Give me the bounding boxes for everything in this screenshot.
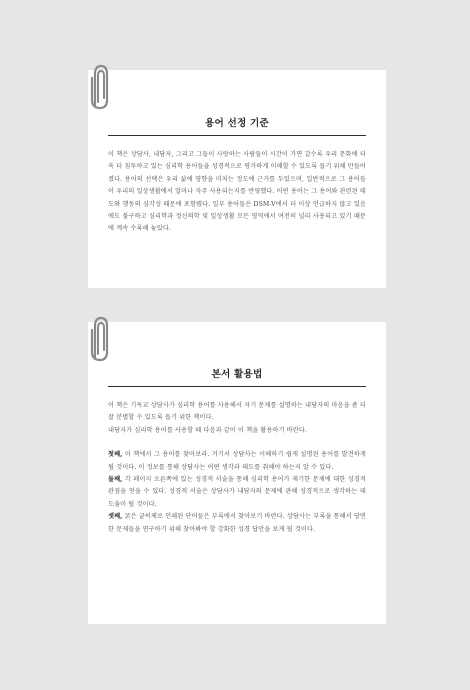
usage-step-3 [108,511,366,536]
criteria-card [88,70,386,288]
usage-intro-1: 이 책은 기독교 상담사가 심리학 용어를 사용해서 자기 문제를 설명하는 내담자의 마음을 좀 더 잘 분별할 수 있도록 돕기 위한 책이다. [108,402,366,422]
usage-title: 본서 활용법 [211,369,263,380]
paperclip-icon [86,314,114,366]
step-text: 굵은 글씨체로 인쇄된 단어들은 부록에서 찾아보기 바란다. 상담사는 부록을 통해서 당면한 문제들을 연구하기 위해 찾아봐야 할 강화한 성경 답안을 보게 될 것이다. [108,513,366,533]
usage-card [88,322,386,624]
criteria-title: 용어 선정 기준 [205,118,269,129]
usage-step-2 [108,474,366,511]
title-divider [108,386,366,387]
step-text: 이 책에서 그 용어를 찾아보라. 거기서 상담사는 이해하기 쉽게 설명된 용어를 발견하게 될 것이다. 이 정보를 통해 상담사는 어떤 생각과 태도를 취해야 하는지 알 수 있다. [108,451,366,471]
step-term: 셋째, [108,513,123,521]
paperclip-icon [86,62,114,114]
criteria-body: 이 책은 상담사, 내담자, 그리고 그들이 사랑하는 사람들이 시간이 가면 갈수록 우리 문화에 더욱 더 침투하고 있는 심리학 용어들을 성경적으로 평가하게 이해할 수 있도록 돕기 위해 만들어졌다. 용어의 선택은 우리 삶에 영향을 미치는 정도에 근거를 두었으며, 일반적으로 그 용어들이 우리의 일상생활에서 얼마나 자주 사용되는지를 반영했다. 어떤 용어는 그 용어와 관련된 태도와 행동의 심각성 때문에 포함됐다. 일부 용어들은 DSM-V에서 더 이상 언급하지 않고 있음에도 불구하고 심리학과 정신의학 및 일상생활 모든 영역에서 여전히 널리 사용되고 있기 때문에 계속 수록해 놓았다. [108,151,366,233]
step-term: 첫째, [108,451,123,459]
usage-intro-2: 내담자가 심리학 용어를 사용할 때 다음과 같이 이 책을 활용하기 바란다. [108,426,307,434]
step-term: 둘째, [108,476,123,484]
usage-step-1 [108,449,366,474]
usage-steps [108,449,366,536]
step-text: 각 페이지 오른쪽에 있는 성경적 서술을 통해 심리학 용어가 제기한 문제에 대한 성경적 관점을 얻을 수 있다. 성경적 서술은 상담사가 내담자의 문제에 관해 성경적으로 생각하는 데 도움이 될 것이다. [108,476,366,508]
title-divider [108,135,366,136]
